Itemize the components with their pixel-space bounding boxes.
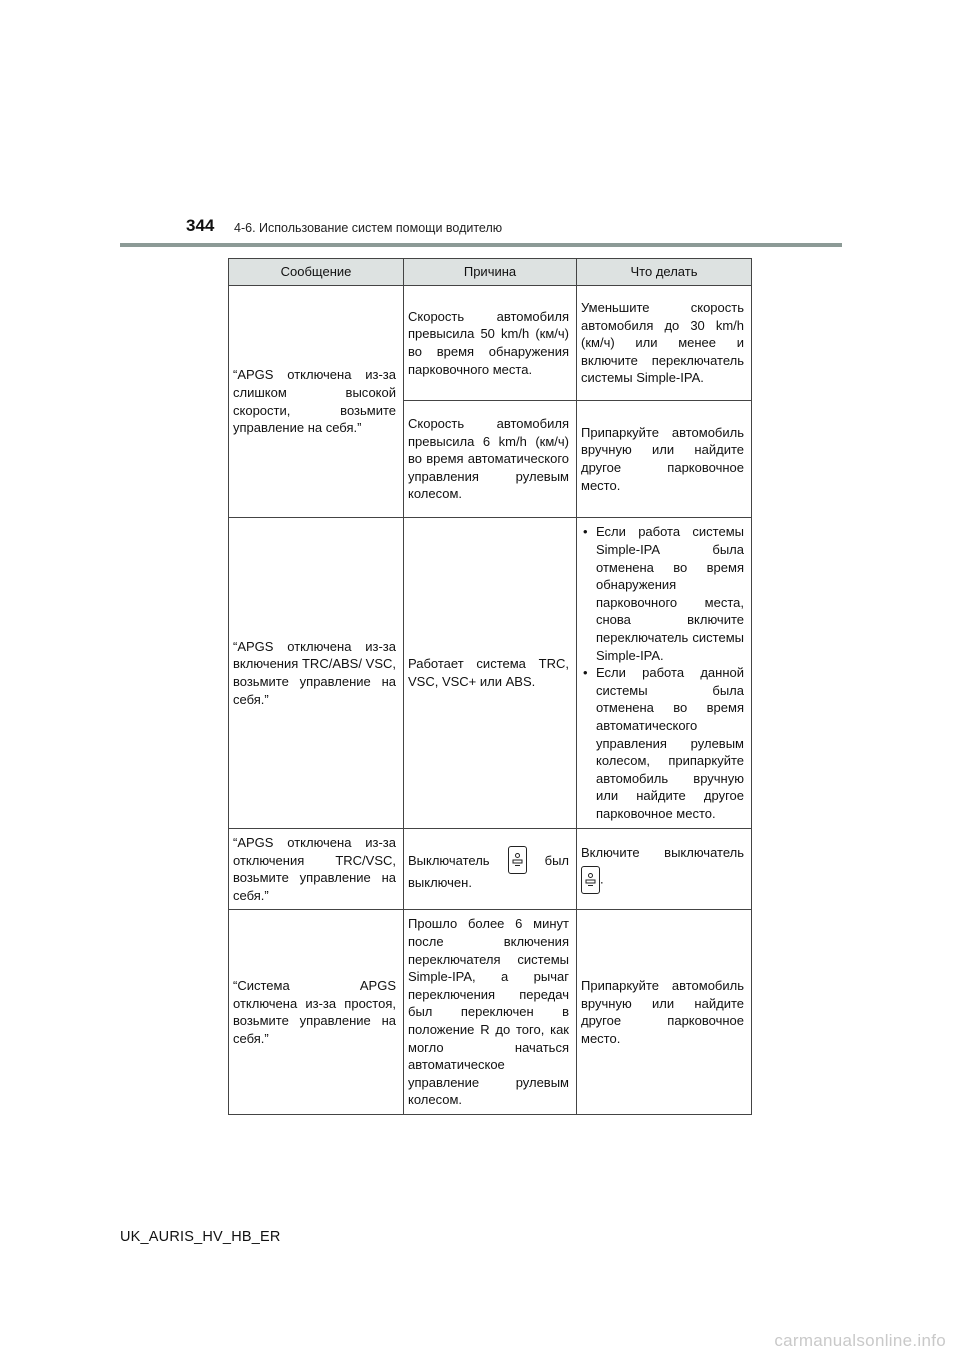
action-cell: [577, 829, 752, 910]
cause-text-mid: был: [544, 852, 569, 868]
cause-cell: Скорость автомобиля превысила 50 km/h (км/ч) во время обнаружения парковочного места.: [404, 286, 577, 401]
watermark: carmanualsonline.info: [774, 1331, 946, 1350]
action-cell: Уменьшите скорость автомобиля до 30 km/h (км/ч) или менее и включите переключатель системы Simple-IPA.: [577, 286, 752, 401]
message-cell: “APGS отключена из-за слишком высокой скорости, возьмите управление на себя.”: [229, 286, 404, 518]
footer-model-code: UK_AURIS_HV_HB_ER: [120, 1229, 281, 1245]
action-text-before: Включите выключатель: [581, 845, 744, 861]
cause-cell: Прошло более 6 минут после включения переключателя системы Simple-IPA, а рычаг переключения передач был переключен в положение R до того, как могло начаться автоматическое управление рулевым колесом.: [404, 910, 577, 1115]
message-table: [228, 258, 752, 1115]
page-number: 344: [186, 216, 215, 235]
simple-ipa-switch-icon: [581, 866, 600, 894]
column-header-message: Сообщение: [229, 259, 404, 286]
table-row: [229, 910, 752, 1115]
simple-ipa-switch-icon: [508, 846, 527, 874]
cause-cell: Работает система TRC, VSC, VSC+ или ABS.: [404, 518, 577, 829]
table-row: [229, 829, 752, 910]
column-header-cause: Причина: [404, 259, 577, 286]
action-cell: Припаркуйте автомобиль вручную или найдите другое парковочное место.: [577, 401, 752, 518]
header-rule: [120, 243, 842, 247]
action-text-after: .: [600, 871, 604, 887]
cause-text-after: выключен.: [408, 875, 472, 891]
bullet-item: • Если работа данной системы была отменена во время автоматического управления рулевым колесом, припаркуйте автомобиль вручную или найдите другое парковочное место.: [581, 664, 744, 822]
message-cell: “APGS отключена из-за включения TRC/ABS/ VSC, возьмите управление на себя.”: [229, 518, 404, 829]
column-header-action: Что делать: [577, 259, 752, 286]
action-cell: Припаркуйте автомобиль вручную или найдите другое парковочное место.: [577, 910, 752, 1115]
table-row: [229, 518, 752, 829]
cause-cell: Скорость автомобиля превысила 6 km/h (км/ч) во время автоматического управления рулевым колесом.: [404, 401, 577, 518]
table-header-row: [229, 259, 752, 286]
message-cell: “Система APGS отключена из-за простоя, возьмите управление на себя.”: [229, 910, 404, 1115]
table-row: [229, 286, 752, 401]
bullet-item: • Если работа системы Simple-IPA была отменена во время обнаружения парковочного места, снова включите переключатель системы Simple-IPA.: [581, 523, 744, 664]
section-title: 4-6. Использование систем помощи водителю: [234, 221, 503, 235]
message-cell: “APGS отключена из-за отключения TRC/VSC, возьмите управление на себя.”: [229, 829, 404, 910]
action-cell: [577, 518, 752, 829]
cause-cell: [404, 829, 577, 910]
cause-text-before: Выключатель: [408, 852, 490, 868]
